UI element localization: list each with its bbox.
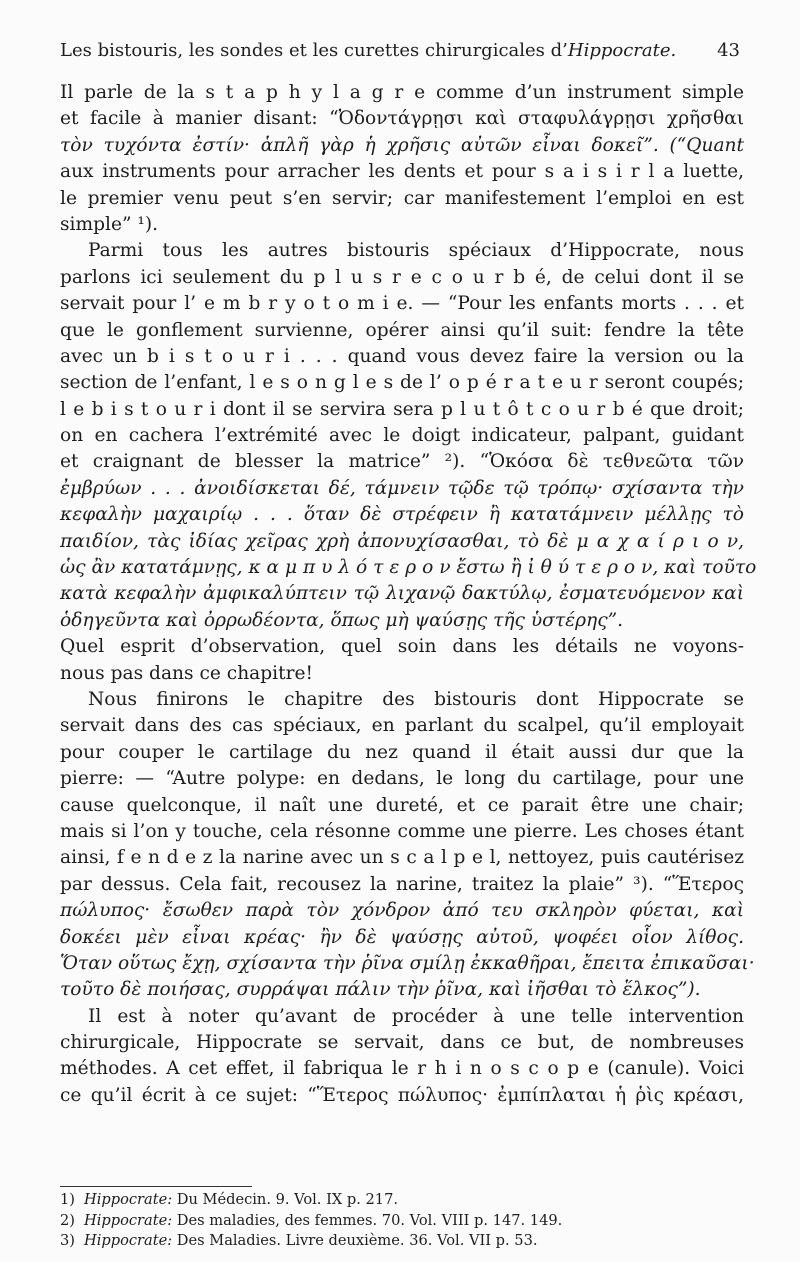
text-line: ὁδηγεῦντα καὶ ὀρρωδέοντα, ὅπως μὴ ψαύσῃς τῆς ὑστέρης”. [60, 609, 624, 631]
text-line: cause quelconque, il naît une dureté, et ce parait être une chair; [60, 794, 744, 816]
footnote-source: Hippocrate: [84, 1211, 173, 1229]
footnote-rule [60, 1186, 252, 1187]
running-title-text: Les bistouris, les sondes et les curettes chirurgicales d’ [60, 40, 568, 61]
footnote-number: 1) [60, 1191, 75, 1208]
text-line: servait dans des cas spéciaux, en parlant du scalpel, qu’il employait [60, 715, 744, 737]
footnote [60, 1190, 744, 1211]
footnote-number: 3) [60, 1232, 75, 1249]
text-line: avec un b i s t o u r i . . . quand vous devez faire la version ou la [60, 345, 744, 367]
text-line: ὡς ἂν κατατάμνῃς, κ α μ π υ λ ό τ ε ρ ο ν ἔστω ἢ ἰ θ ύ τ ε ρ ο ν, καὶ τοῦτο [60, 557, 757, 579]
text-line: chirurgicale, Hippocrate se servait, dans ce but, de nombreuses [60, 1032, 744, 1054]
text-line: parlons ici seulement du p l u s r e c o u r b é, de celui dont il se [60, 266, 744, 288]
text-line: πώλυπος· ἔσωθεν παρὰ τὸν χόνδρον ἀπό τευ σκληρὸν φύεται, καὶ [60, 900, 744, 922]
text-line: et facile à manier disant: “Ὀδοντάγρῃσι καὶ σταφυλάγρῃσι χρῆσθαι [60, 108, 744, 130]
footnote-source: Hippocrate: [84, 1232, 173, 1249]
text-line: δοκέει μὲν εἶναι κρέας· ἢν δὲ ψαύσῃς αὐτοῦ, ψοφέει οἷον λίθος. [60, 926, 744, 948]
footnote-source: Hippocrate: [84, 1191, 173, 1208]
text-line: par dessus. Cela fait, recousez la narine, traitez la plaie” ³). “Ἕτερος [60, 873, 744, 895]
text-line: ce qu’il écrit à ce sujet: “Ἕτερος πώλυπος· ἐμπίπλαται ἡ ῥὶς κρέασι, [60, 1084, 744, 1106]
text-line: Quel esprit d’observation, quel soin dans les détails ne voyons- [60, 636, 744, 658]
text-line: nous pas dans ce chapitre! [60, 662, 313, 684]
text-line: Ὅταν οὕτως ἔχῃ, σχίσαντα τὴν ῥῖνα σμίλῃ ἐκκαθῆραι, ἔπειτα ἐπικαῦσαι· [60, 952, 755, 974]
text-line: mais si l’on y touche, cela résonne comme une pierre. Les choses étant [60, 820, 744, 842]
text-line: Il parle de la s t a p h y l a g r e comme d’un instrument simple [60, 82, 744, 103]
text-line: παιδίον, τὰς ἰδίας χεῖρας χρὴ ἀπονυχίσασθαι, τὸ δὲ μ α χ α ί ρ ι ο ν, [60, 530, 744, 552]
footnote-text: Du Médecin. 9. Vol. IX p. 217. [172, 1191, 398, 1208]
text-line: le premier venu peut s’en servir; car manifestement l’emploi en est [60, 187, 744, 209]
text-line: Parmi tous les autres bistouris spéciaux d’Hippocrate, nous [88, 240, 744, 262]
footnotes [60, 1186, 744, 1252]
text-line: l e b i s t o u r i dont il se servira sera p l u t ô t c o u r b é que droit; [60, 398, 744, 420]
running-title [60, 40, 676, 61]
text-line: section de l’enfant, l e s o n g l e s de l’ o p é r a t e u r seront coupés; [60, 372, 744, 394]
running-header [60, 40, 740, 66]
text-line: pour couper le cartilage du nez quand il était aussi dur que la [60, 741, 744, 763]
footnote [60, 1231, 744, 1252]
text-line: aux instruments pour arracher les dents et pour s a i s i r l a luette, [60, 161, 744, 183]
text-line: ainsi, f e n d e z la narine avec un s c a l p e l, nettoyez, puis cautérisez [60, 847, 744, 869]
text-line: κατὰ κεφαλὴν ἀμφικαλύπτειν τῷ λιχανῷ δακτύλῳ, ἐσματευόμενον καὶ [60, 583, 744, 605]
footnote-text: Des Maladies. Livre deuxième. 36. Vol. VII p. 53. [172, 1232, 538, 1249]
text-line: κεφαλὴν μαχαιρίῳ . . . ὅταν δὲ στρέφειν ἢ κατατάμνειν μέλλῃς τὸ [60, 504, 744, 526]
body-text [60, 80, 757, 1109]
text-line: servait pour l’ e m b r y o t o m i e. — “Pour les enfants morts . . . et [60, 293, 744, 315]
footnote-number: 2) [60, 1211, 75, 1229]
text-line: τὸν τυχόντα ἐστίν· ἁπλῆ γὰρ ἡ χρῆσις αὐτῶν εἶναι δοκεῖ”. (“Quant [60, 134, 744, 156]
text-line: Nous finirons le chapitre des bistouris dont Hippocrate se [88, 688, 744, 710]
footnote [60, 1211, 744, 1232]
text-line: τοῦτο δὲ ποιήσας, συρράψαι πάλιν τὴν ῥῖνα, καὶ ἰῆσθαι τὸ ἕλκος”). [60, 979, 701, 1001]
text-line: et craignant de blesser la matrice” ²). “Ὁκόσα δὲ τεθνεῶτα τῶν [60, 451, 744, 473]
text-line: pierre: — “Autre polype: en dedans, le long du cartilage, pour une [60, 768, 744, 790]
text-line: que le gonflement survienne, opérer ainsi qu’il suit: fendre la tête [60, 319, 744, 341]
text-line: on en cachera l’extrémité avec le doigt indicateur, palpant, guidant [60, 425, 744, 447]
text-line: ἐμβρύων . . . ἀνοιδίσκεται δέ, τάμνειν τῷδε τῷ τρόπῳ· σχίσαντα τὴν [60, 477, 744, 499]
text-line: Il est à noter qu’avant de procéder à une telle intervention [88, 1005, 744, 1027]
running-title-author: Hippocrate. [567, 40, 677, 61]
page-number: 43 [717, 40, 740, 61]
text-line: simple” ¹). [60, 213, 159, 235]
footnote-text: Des maladies, des femmes. 70. Vol. VIII p. 147. 149. [172, 1211, 563, 1229]
text-line: méthodes. A cet effet, il fabriqua le r h i n o s c o p e (canule). Voici [60, 1058, 744, 1080]
